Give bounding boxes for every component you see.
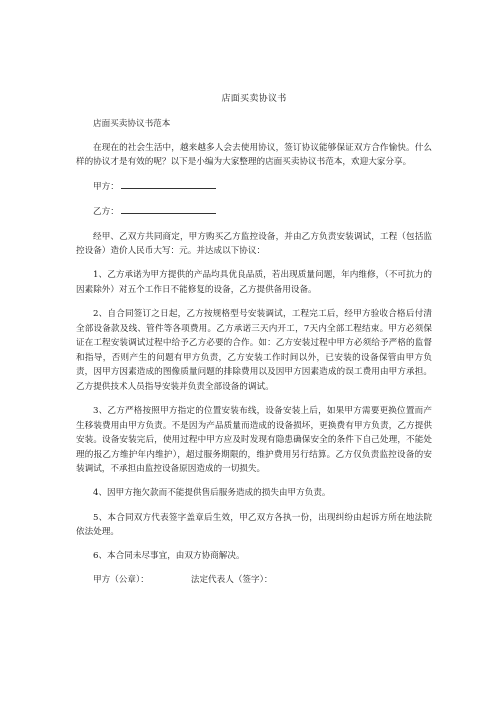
- party-a-label: 甲方：: [93, 182, 119, 193]
- clause-3: 3、乙方严格按照甲方指定的位置安装布线，设备安装上后，如果甲方需要更换位置而产生移装费用由甲方负责。不是因为产品质量而造成的设备损坏，更换费有甲方负责，乙方提供安装。设备安装完后，使用过程中甲方应及时发现有隐患确保安全的条件下自己处理，不能处理的报乙方维护年内维护），超过服务期限的，维护费用另行结算。乙方仅负责监控设备的安装调试，不承担由监控设备原因造成的一切损失。: [76, 406, 432, 475]
- party-a-field: [93, 179, 432, 195]
- document-subtitle: 店面买卖协议书范本: [93, 118, 171, 129]
- intro-paragraph: 在现在的社会生活中，越来越多人会去使用协议，签订协议能够保证双方合作愉快。什么样的协议才是有效的呢？以下是小编为大家整理的店面买卖协议书范本，欢迎大家分享。: [76, 142, 432, 168]
- clause-6: 6、本合同未尽事宜，由双方协商解决。: [93, 551, 245, 562]
- party-a-seal-label: 甲方（公章）：: [93, 575, 149, 586]
- clause-1: 1、乙方承诺为甲方提供的产品均具优良品质，若出现质量问题，年内维修，（不可抗力的因素除外）对五个工作日不能修复的设备，乙方提供备用设备。: [76, 270, 432, 295]
- clause-4: 4、因甲方拖欠款而不能提供售后服务造成的损失由甲方负责。: [93, 488, 331, 499]
- legal-representative-label: 法定代表人（签字）：: [190, 575, 273, 586]
- document-title: 店面买卖协议书: [221, 94, 287, 104]
- clause-2: 2、自合同签订之日起，乙方按规格型号安装调试，工程完工后，经甲方验收合格后付清全部设备款及线、管件等各项费用。乙方承诺三天内开工，7天内全部工程结束。甲方必须保证在工程安装调试过程中给予乙方必要的合作。如：乙方安装过程中甲方必须给予严格的监督和指导，否则产生的问题有甲方负责，乙方安装工作时间以外，已安装的设备保管由甲方负责，因甲方因素造成的图像质量问题的排除费用以及因甲方因素造成的误工费用由甲方承担。乙方提供技术人员指导安装并负责全部设备的调试。: [76, 308, 432, 392]
- clause-intro-paragraph: 经甲、乙双方共同商定，甲方购买乙方监控设备，并由乙方负责安装调试，工程（包括监控设备）造价人民币大写：元。并达成以下协议：: [76, 231, 432, 257]
- document-page: [76, 92, 432, 588]
- party-a-blank-line: [121, 179, 216, 189]
- party-b-field: [93, 204, 432, 220]
- party-b-label: 乙方：: [93, 207, 119, 218]
- signature-row: [93, 573, 432, 588]
- party-b-blank-line: [121, 204, 216, 214]
- clause-5: 5、本合同双方代表签字盖章后生效，甲乙双方各执一份，出现纠纷由起诉方所在地法院依法处理。: [76, 512, 432, 538]
